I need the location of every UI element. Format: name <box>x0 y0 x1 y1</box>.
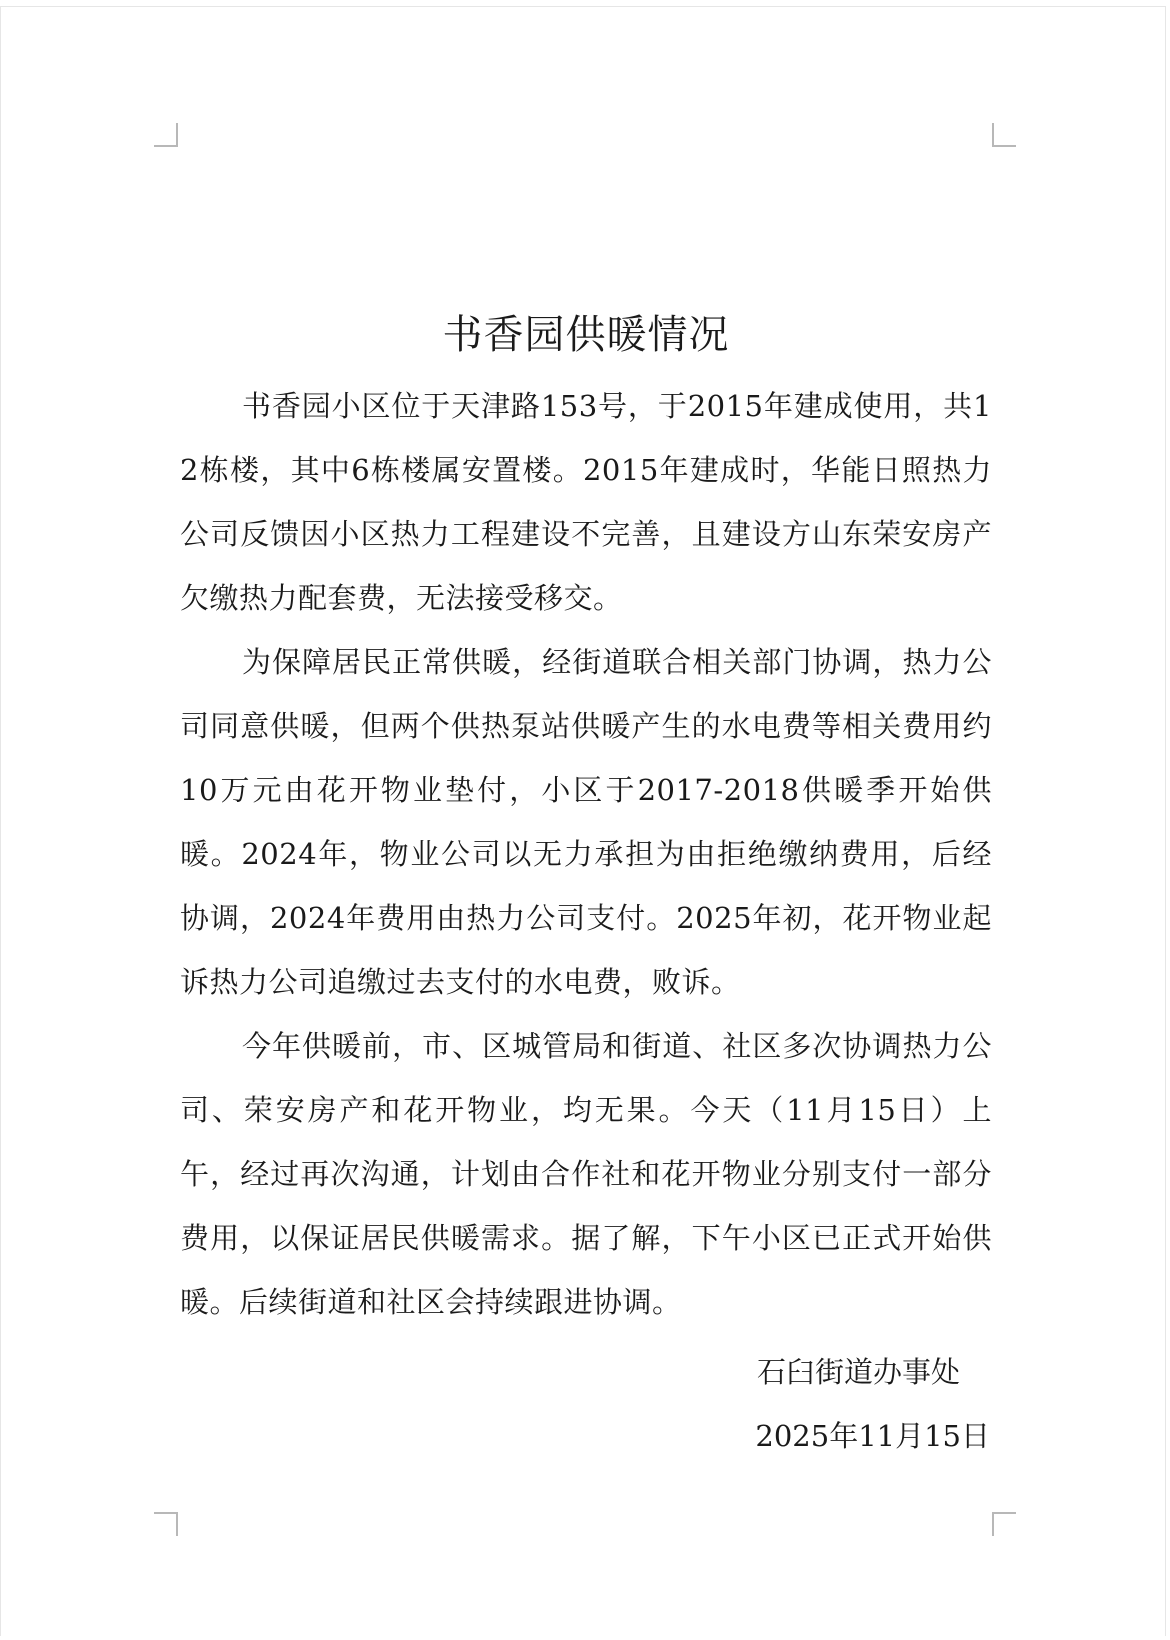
paragraph-2: 为保障居民正常供暖，经街道联合相关部门协调，热力公司同意供暖，但两个供热泵站供暖产生的水电费等相关费用约10万元由花开物业垫付，小区于2017-2018供暖季开始供暖。2024年，物业公司以无力承担为由拒绝缴纳费用，后经协调，2024年费用由热力公司支付。2025年初，花开物业起诉热力公司追缴过去支付的水电费，败诉。 <box>180 645 992 999</box>
issuer-signature: 石臼街道办事处 <box>756 1355 960 1389</box>
paragraph-3: 今年供暖前，市、区城管局和街道、社区多次协调热力公司、荣安房产和花开物业，均无果。今天（11月15日）上午，经过再次沟通，计划由合作社和花开物业分别支付一部分费用，以保证居民供暖需求。据了解，下午小区已正式开始供暖。后续街道和社区会持续跟进协调。 <box>180 1029 992 1319</box>
issue-date: 2025年11月15日 <box>755 1419 990 1453</box>
document-title: 书香园供暖情况 <box>442 312 730 358</box>
margin-corner-mark-bottom-right <box>992 1512 1016 1536</box>
margin-corner-mark-top-right <box>992 123 1016 147</box>
margin-corner-mark-bottom-left <box>154 1512 178 1536</box>
margin-corner-mark-top-left <box>154 123 178 147</box>
paragraph-1: 书香园小区位于天津路153号，于2015年建成使用，共12栋楼，其中6栋楼属安置楼。2015年建成时，华能日照热力公司反馈因小区热力工程建设不完善，且建设方山东荣安房产欠缴热力配套费，无法接受移交。 <box>180 389 992 615</box>
document-body <box>180 374 992 1334</box>
